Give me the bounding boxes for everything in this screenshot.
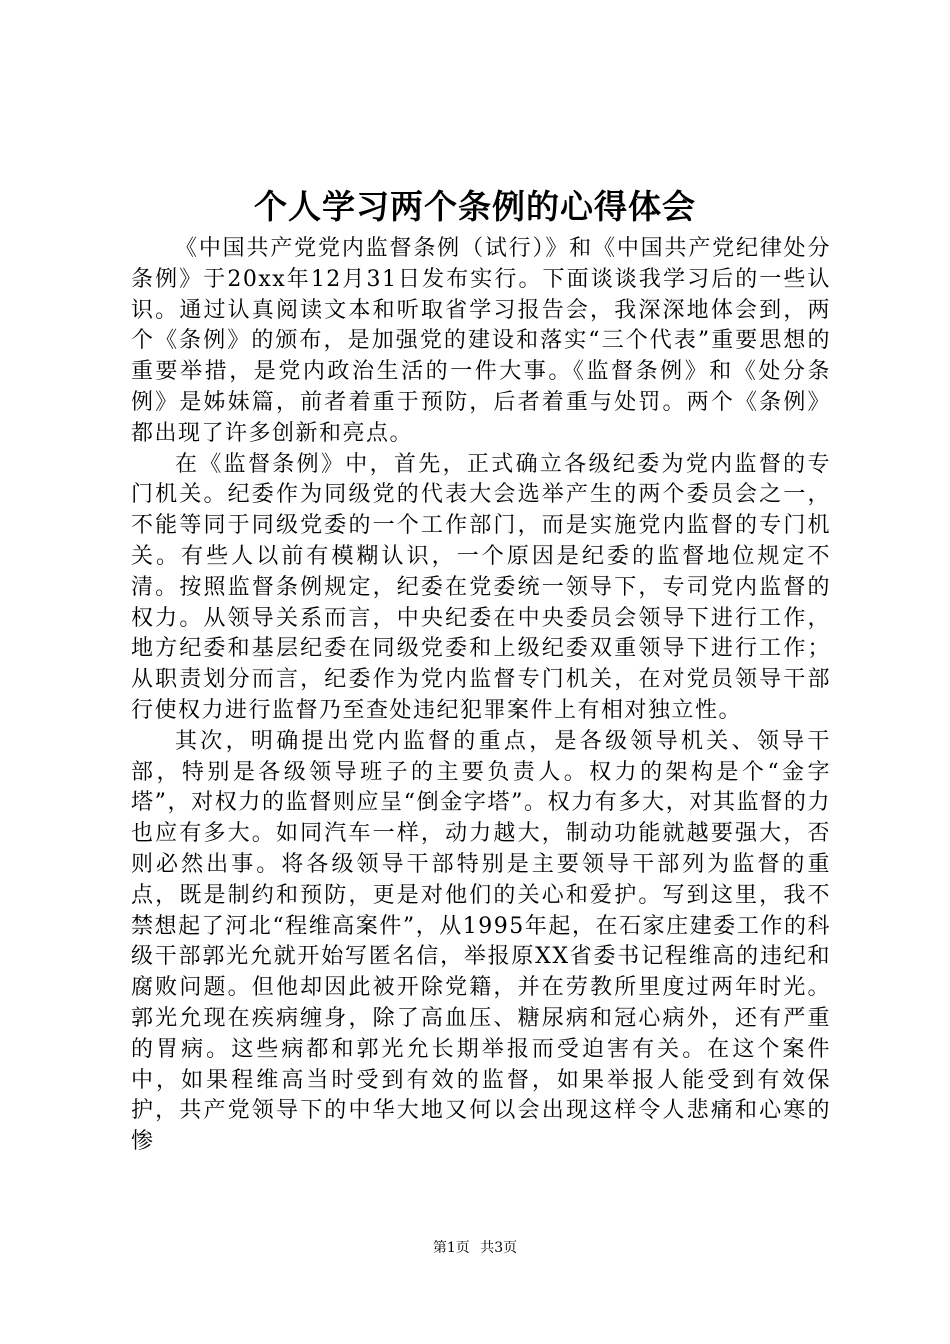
document-body: [131, 234, 831, 1158]
paragraph-1: 《中国共产党党内监督条例（试行）》和《中国共产党纪律处分条例》于20xx年12月31日发布实行。下面谈谈我学习后的一些认识。通过认真阅读文本和听取省学习报告会，我深深地体会到，两个《条例》的颁布，是加强党的建设和落实“三个代表”重要思想的重要举措，是党内政治生活的一件大事。《监督条例》和《处分条例》是姊妹篇，前者着重于预防，后者着重与处罚。两个《条例》都出现了许多创新和亮点。: [131, 236, 831, 446]
paragraph-2: 在《监督条例》中，首先，正式确立各级纪委为党内监督的专门机关。纪委作为同级党的代表大会选举产生的两个委员会之一，不能等同于同级党委的一个工作部门，而是实施党内监督的专门机关。有些人以前有模糊认识，一个原因是纪委的监督地位规定不清。按照监督条例规定，纪委在党委统一领导下，专司党内监督的权力。从领导关系而言，中央纪委在中央委员会领导下进行工作，地方纪委和基层纪委在同级党委和上级纪委双重领导下进行工作；从职责划分而言，纪委作为党内监督专门机关，在对党员领导干部行使权力进行监督乃至查处违纪犯罪案件上有相对独立性。: [131, 451, 831, 723]
document-title: 个人学习两个条例的心得体会: [254, 187, 696, 226]
page-footer: [0, 1238, 950, 1258]
page-total: 共3页: [480, 1240, 518, 1256]
paragraph-3: 其次，明确提出党内监督的重点，是各级领导机关、领导干部，特别是各级领导班子的主要负责人。权力的架构是个“金字塔”，对权力的监督则应呈“倒金字塔”。权力有多大，对其监督的力也应有多大。如同汽车一样，动力越大，制动功能就越要强大，否则必然出事。将各级领导干部特别是主要领导干部列为监督的重点，既是制约和预防，更是对他们的关心和爱护。写到这里，我不禁想起了河北“程维高案件”，从1995年起，在石家庄建委工作的科级干部郭光允就开始写匿名信，举报原XX省委书记程维高的违纪和腐败问题。但他却因此被开除党籍，并在劳教所里度过两年时光。郭光允现在疾病缠身，除了高血压、糖尿病和冠心病外，还有严重的胃病。这些病都和郭光允长期举报而受迫害有关。在这个案件中，如果程维高当时受到有效的监督，如果举报人能受到有效保护，共产党领导下的中华大地又何以会出现这样令人悲痛和心寒的惨: [131, 728, 832, 1155]
page-number: 第1页: [432, 1240, 470, 1256]
